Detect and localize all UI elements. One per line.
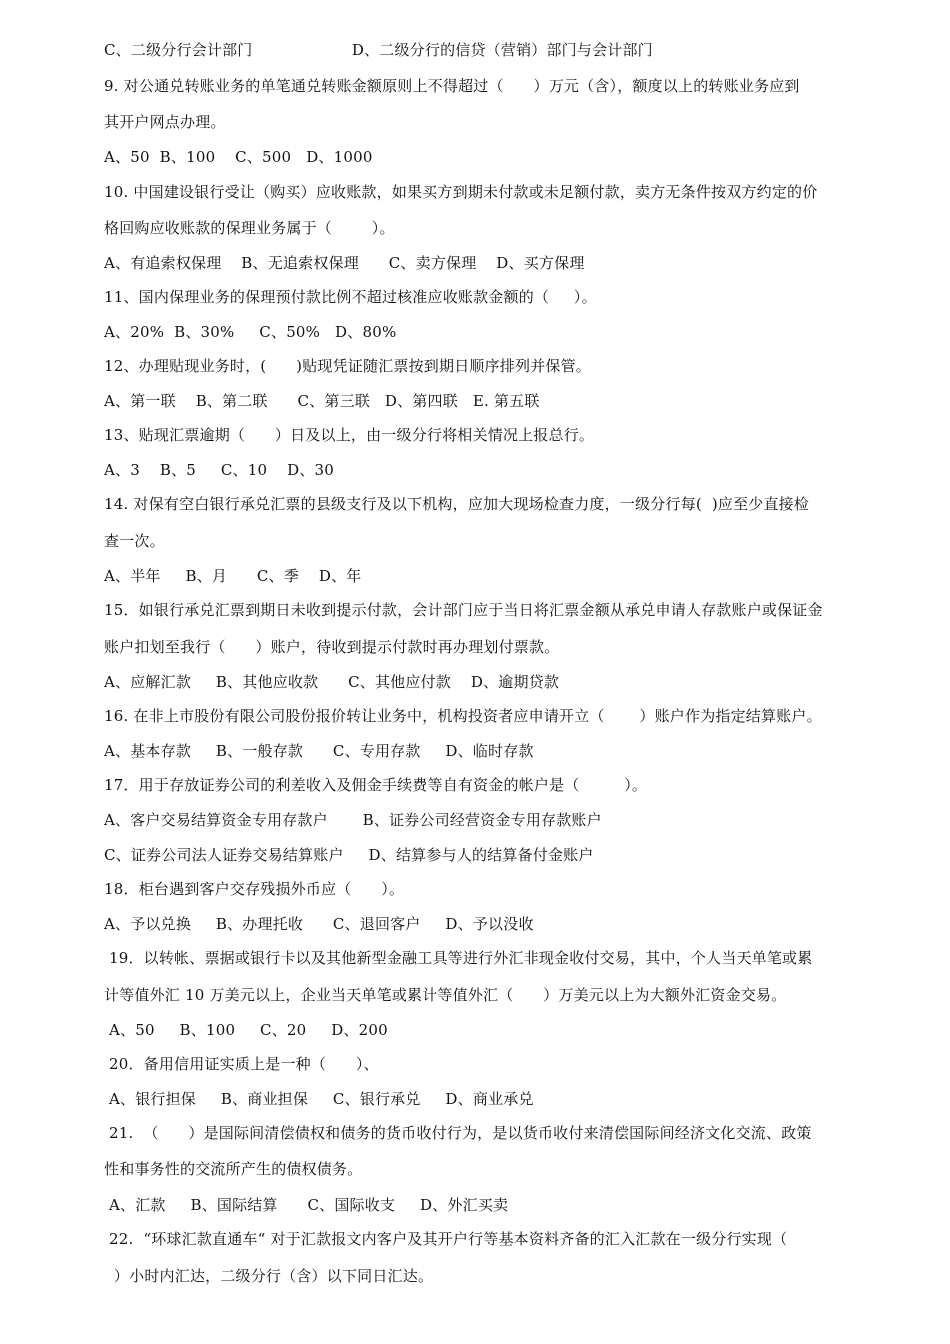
options-q18: A、予以兑换 B、办理托收 C、退回客户 D、予以没收	[104, 915, 534, 933]
question-12: 12、办理贴现业务时，( )贴现凭证随汇票按到期日顺序排列并保管。	[104, 357, 592, 375]
question-22: 22. “环球汇款直通车“ 对于汇款报文内客户及其开户行等基本资料齐备的汇入汇款在一级分行实现（	[104, 1230, 788, 1248]
question-10: 10. 中国建设银行受让（购买）应收账款，如果买方到期未付款或未足额付款，卖方无条件按双方约定的价	[104, 183, 818, 201]
options-q20: A、银行担保 B、商业担保 C、银行承兑 D、商业承兑	[104, 1090, 534, 1108]
question-15: 15．如银行承兑汇票到期日未收到提示付款，会计部门应于当日将汇票金额从承兑申请人存款账户或保证金	[104, 601, 823, 619]
question-11: 11、国内保理业务的保理预付款比例不超过核准应收账款金额的（ ）。	[104, 288, 597, 306]
question-9: 9. 对公通兑转账业务的单笔通兑转账金额原则上不得超过（ ）万元（含），额度以上的转账业务应到	[104, 77, 800, 95]
question-15-cont: 账户扣划至我行（ ）账户，待收到提示付款时再办理划付票款。	[104, 638, 560, 656]
options-q12: A、第一联 B、第二联 C、第三联 D、第四联 E. 第五联	[104, 392, 540, 410]
question-14-cont: 查一次。	[104, 532, 165, 550]
options-q17-cd: C、证券公司法人证券交易结算账户 D、结算参与人的结算备付金账户	[104, 846, 594, 864]
question-14: 14. 对保有空白银行承兑汇票的县级支行及以下机构，应加大现场检查力度，一级分行每( )应至少直接检	[104, 495, 810, 513]
options-q10: A、有追索权保理 B、无追索权保理 C、卖方保理 D、买方保理	[104, 254, 585, 272]
question-22-cont: ）小时内汇达，二级分行（含）以下同日汇达。	[104, 1267, 434, 1285]
options-q13: A、3 B、5 C、10 D、30	[104, 461, 335, 479]
question-18: 18．柜台遇到客户交存残损外币应（ ）。	[104, 880, 405, 898]
options-q17-ab: A、客户交易结算资金专用存款户 B、证券公司经营资金专用存款账户	[104, 811, 602, 829]
question-13: 13、贴现汇票逾期（ ）日及以上，由一级分行将相关情况上报总行。	[104, 426, 595, 444]
question-19: 19．以转帐、票据或银行卡以及其他新型金融工具等进行外汇非现金收付交易，其中，个人当天单笔或累	[104, 949, 813, 967]
options-q19: A、50 B、100 C、20 D、200	[104, 1021, 388, 1039]
question-10-cont: 格回购应收账款的保理业务属于（ ）。	[104, 219, 395, 237]
options-q15: A、应解汇款 B、其他应收款 C、其他应付款 D、逾期贷款	[104, 673, 560, 691]
options-q9: A、50 B、100 C、500 D、1000	[104, 148, 373, 166]
question-21: 21. （ ）是国际间清偿债权和债务的货币收付行为，是以货币收付来清偿国际间经济文化交流、政策	[104, 1124, 812, 1142]
question-9-cont: 其开户网点办理。	[104, 113, 226, 131]
question-19-cont: 计等值外汇 10 万美元以上，企业当天单笔或累计等值外汇（ ）万美元以上为大额外汇资金交易。	[104, 986, 787, 1004]
options-q14: A、半年 B、月 C、季 D、年	[104, 567, 362, 585]
options-q21: A、汇款 B、国际结算 C、国际收支 D、外汇买卖	[104, 1196, 509, 1214]
question-20: 20．备用信用证实质上是一种（ ）、	[104, 1055, 379, 1073]
options-q11: A、20% B、30% C、50% D、80%	[104, 323, 397, 341]
options-q16: A、基本存款 B、一般存款 C、专用存款 D、临时存款	[104, 742, 534, 760]
question-17: 17．用于存放证券公司的利差收入及佣金手续费等自有资金的帐户是（ ）。	[104, 776, 648, 794]
option-line-q8: C、二级分行会计部门 D、二级分行的信贷（营销）部门与会计部门	[104, 41, 653, 59]
question-16: 16. 在非上市股份有限公司股份报价转让业务中，机构投资者应申请开立（ ）账户作为指定结算账户。	[104, 707, 822, 725]
question-21-cont: 性和事务性的交流所产生的债权债务。	[104, 1160, 363, 1178]
